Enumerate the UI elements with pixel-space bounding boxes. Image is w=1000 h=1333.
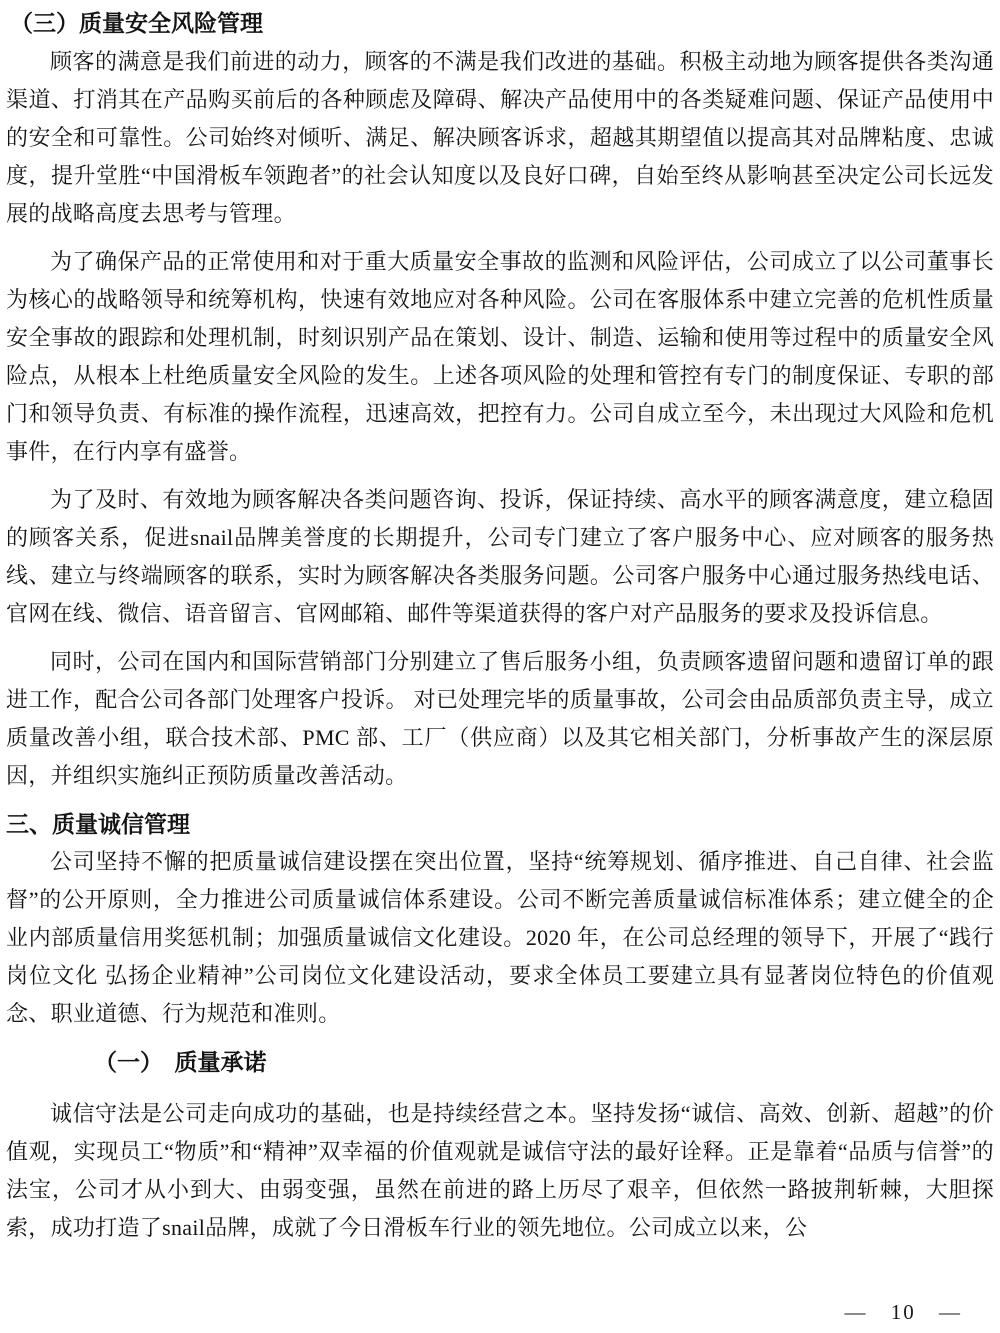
paragraph-customer-service-center: 为了及时、有效地为顾客解决各类问题咨询、投诉，保证持续、高水平的顾客满意度，建立稳固的顾客关系，促进snail品牌美誉度的长期提升，公司专门建立了客户服务中心、应对顾客的服务热线、建立与终端顾客的联系，实时为顾客解决各类服务问题。公司客户服务中心通过服务热线电话、官网在线、微信、语音留言、官网邮箱、邮件等渠道获得的客户对产品服务的要求及投诉信息。 <box>6 487 994 626</box>
heading-quality-safety-risk-management: （三）质量安全风险管理 <box>10 10 263 36</box>
subheading-quality-commitment: （一） 质量承诺 <box>94 1049 267 1075</box>
document-body <box>6 6 994 1247</box>
heading-quality-integrity-management: 三、质量诚信管理 <box>6 811 190 837</box>
paragraph-integrity-values: 诚信守法是公司走向成功的基础，也是持续经营之本。坚持发扬“诚信、高效、创新、超越”的价值观，实现员工“物质”和“精神”双幸福的价值观就是诚信守法的最好诠释。正是靠着“品质与信誉”的法宝，公司才从小到大、由弱变强，虽然在前进的路上历尽了艰辛，但依然一路披荆斩棘，大胆探索，成功打造了snail品牌，成就了今日滑板车行业的领先地位。公司成立以来，公 <box>6 1101 994 1240</box>
paragraph-risk-monitoring-mechanism: 为了确保产品的正常使用和对于重大质量安全事故的监测和风险评估，公司成立了以公司董事长为核心的战略领导和统筹机构，快速有效地应对各种风险。公司在客服体系中建立完善的危机性质量安全事故的跟踪和处理机制，时刻识别产品在策划、设计、制造、运输和使用等过程中的质量安全风险点，从根本上杜绝质量安全风险的发生。上述各项风险的处理和管控有专门的制度保证、专职的部门和领导负责、有标准的操作流程，迅速高效，把控有力。公司自成立至今，未出现过大风险和危机事件，在行内享有盛誉。 <box>6 249 994 464</box>
paragraph-integrity-system-building: 公司坚持不懈的把质量诚信建设摆在突出位置，坚持“统筹规划、循序推进、自己自律、社会监督”的公开原则，全力推进公司质量诚信体系建设。公司不断完善质量诚信标准体系；建立健全的企业内部质量信用奖惩机制；加强质量诚信文化建设。2020 年，在公司总经理的领导下，开展了“践行岗位文化 弘扬企业精神”公司岗位文化建设活动，要求全体员工要建立具有显著岗位特色的价值观念、职业道德、行为规范和准则。 <box>6 849 994 1026</box>
page-number: — 10 — <box>844 1300 962 1324</box>
paragraph-after-sales-service-team: 同时，公司在国内和国际营销部门分别建立了售后服务小组，负责顾客遗留问题和遗留订单的跟进工作，配合公司各部门处理客户投诉。 对已处理完毕的质量事故，公司会由品质部负责主导，成立质量改善小组，联合技术部、PMC 部、工厂（供应商）以及其它相关部门，分析事故产生的深层原因，并组织实施纠正预防质量改善活动。 <box>6 649 994 788</box>
paragraph-customer-satisfaction: 顾客的满意是我们前进的动力，顾客的不满是我们改进的基础。积极主动地为顾客提供各类沟通渠道、打消其在产品购买前后的各种顾虑及障碍、解决产品使用中的各类疑难问题、保证产品使用中的安全和可靠性。公司始终对倾听、满足、解决顾客诉求，超越其期望值以提高其对品牌粘度、忠诚度，提升堂胜“中国滑板车领跑者”的社会认知度以及良好口碑，自始至终从影响甚至决定公司长远发展的战略高度去思考与管理。 <box>6 49 994 226</box>
